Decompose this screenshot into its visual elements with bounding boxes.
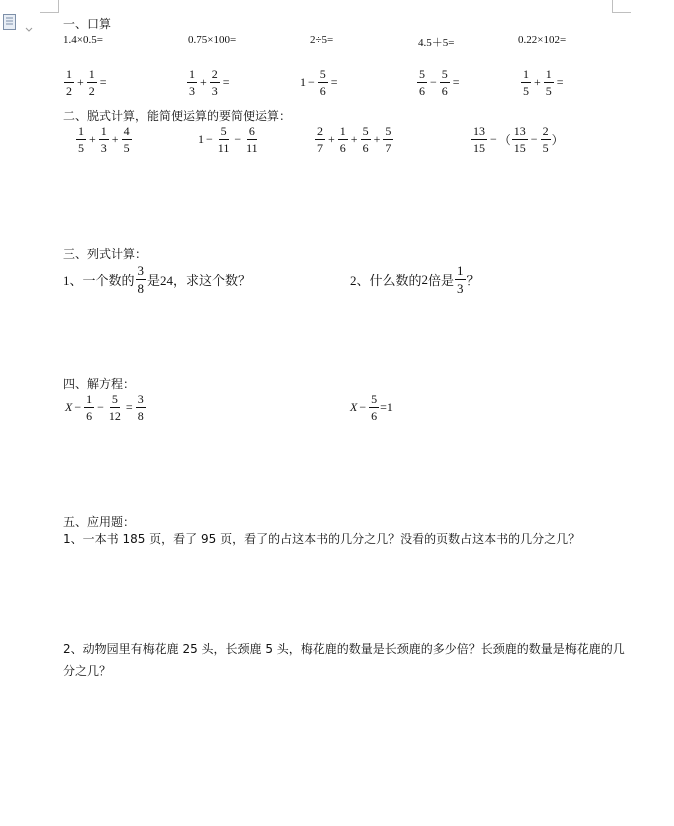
- fraction: $\frac{2}{7}$: [317, 124, 323, 155]
- fraction: $\frac{5}{6}$: [362, 124, 369, 155]
- stepwise-expr-1: $\frac{1}{5}$ + $\frac{1}{3}$ + $\frac{4}{5}$: [75, 125, 133, 154]
- word-problem-2-line-1: 2、动物园里有梅花鹿 25 头，长颈鹿 5 头，梅花鹿的数量是长颈鹿的多少倍？长颈鹿的数量是梅花鹿的几: [63, 642, 625, 656]
- fraction: $\frac{5}{6}$: [441, 67, 448, 98]
- fraction: $\frac{2}{3}$: [211, 67, 218, 98]
- fraction: $\frac{13}{15}$: [513, 124, 526, 155]
- fraction: $\frac{5}{6}$: [371, 392, 378, 423]
- oral-calc-2: 0.75×100=: [188, 34, 237, 46]
- fraction: $\frac{5}{11}$: [217, 124, 230, 155]
- oral-frac-1: $\frac{1}{2}$ + $\frac{1}{2}$ =: [63, 68, 109, 97]
- fraction: $\frac{1}{3}$: [457, 263, 464, 296]
- fraction: $\frac{1}{6}$: [339, 124, 346, 155]
- fraction: $\frac{1}{3}$: [100, 124, 107, 155]
- document-icon[interactable]: [3, 14, 16, 30]
- section-2-title: 二、脱式计算，能简便运算的要简便运算：: [63, 109, 292, 123]
- listing-question-1: 1、一个数的 $\frac{3}{8}$ 是24，求这个数？: [63, 263, 252, 296]
- oral-calc-5: 0.22×102=: [518, 34, 567, 46]
- section-4-title: 四、解方程：: [63, 377, 136, 391]
- oral-frac-5: $\frac{1}{5}$ + $\frac{1}{5}$ =: [520, 68, 566, 97]
- fraction: $\frac{5}{12}$: [108, 392, 121, 423]
- oral-frac-3: 1 − $\frac{5}{6}$ =: [300, 67, 338, 98]
- stepwise-expr-4: $\frac{13}{15}$ − （ $\frac{13}{15}$ − $\frac{2}{5}$ ）: [470, 125, 564, 154]
- fraction: $\frac{6}{11}$: [246, 124, 258, 155]
- listing-question-2: 2、什么数的 2 倍是 $\frac{1}{3}$ ？: [350, 263, 480, 296]
- margin-corner-top-right: [612, 0, 631, 13]
- stepwise-expr-3: $\frac{2}{7}$ + $\frac{1}{6}$ + $\frac{5}{6}$ + $\frac{5}{7}$: [314, 125, 394, 154]
- fraction: $\frac{3}{8}$: [137, 392, 144, 423]
- word-problem-1: 1、一本书 185 页，看了 95 页，看了的占这本书的几分之几？没看的页数占这本书的几分之几？: [63, 532, 581, 546]
- fraction: $\frac{2}{5}$: [542, 124, 549, 155]
- fraction: $\frac{5}{7}$: [385, 124, 392, 155]
- fraction: $\frac{3}{8}$: [137, 263, 145, 296]
- fraction: $\frac{1}{3}$: [189, 67, 195, 98]
- oral-frac-2: $\frac{1}{3}$ + $\frac{2}{3}$ =: [186, 68, 232, 97]
- oral-calc-4: 4.5＋5=: [418, 37, 455, 49]
- oral-frac-4: $\frac{5}{6}$ − $\frac{5}{6}$ =: [416, 68, 462, 97]
- fraction: $\frac{5}{6}$: [419, 67, 425, 98]
- oral-calc-3: 2÷5=: [310, 34, 334, 46]
- fraction: $\frac{1}{5}$: [523, 67, 529, 98]
- fraction: $\frac{1}{5}$: [545, 67, 552, 98]
- chevron-down-icon[interactable]: [25, 18, 33, 37]
- margin-corner-top-left: [40, 0, 59, 13]
- fraction: $\frac{1}{6}$: [86, 392, 93, 423]
- fraction: $\frac{4}{5}$: [123, 124, 130, 155]
- section-5-title: 五、应用题：: [63, 515, 136, 529]
- fraction: $\frac{1}{2}$: [88, 67, 95, 98]
- section-1-title: 一、口算: [63, 17, 112, 31]
- word-problem-2-line-2: 分之几？: [63, 664, 112, 678]
- oral-calc-1: 1.4×0.5=: [63, 34, 103, 46]
- fraction: $\frac{5}{6}$: [319, 67, 326, 98]
- fraction: $\frac{13}{15}$: [473, 124, 485, 155]
- equation-2: X − $\frac{5}{6}$ =1: [350, 392, 393, 423]
- fraction: $\frac{1}{2}$: [66, 67, 72, 98]
- section-3-title: 三、列式计算：: [63, 247, 148, 261]
- fraction: $\frac{1}{5}$: [78, 124, 84, 155]
- equation-1: X − $\frac{1}{6}$ − $\frac{5}{12}$ = $\frac{3}{8}$: [65, 393, 147, 422]
- stepwise-expr-2: 1 − $\frac{5}{11}$ − $\frac{6}{11}$: [198, 125, 261, 154]
